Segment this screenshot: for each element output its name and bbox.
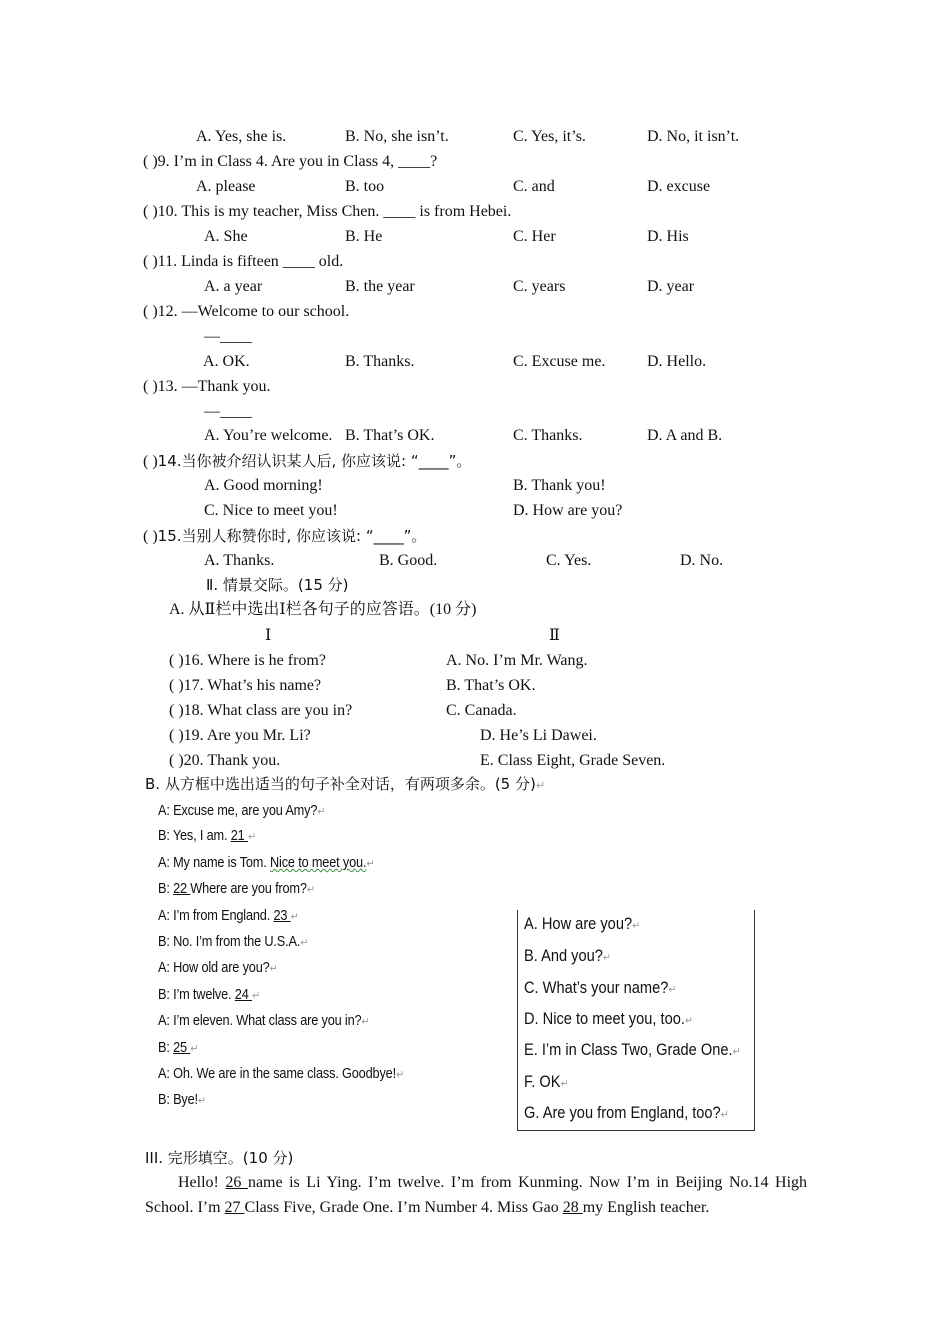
dialog-line-7 xyxy=(158,958,278,979)
return-mark-icon: ↵ xyxy=(247,831,256,843)
box-option-c xyxy=(524,978,676,998)
q11-option-c: C. years xyxy=(513,278,566,295)
q11-text: 11. Linda is fifteen ____ old. xyxy=(157,253,344,270)
match-question-18: ( )18. What class are you in? xyxy=(169,702,353,719)
q11-option-b: B. the year xyxy=(345,278,415,295)
dialog-line-11 xyxy=(158,1064,404,1085)
return-mark-icon: ↵ xyxy=(720,1109,729,1121)
dialog-text: Where are you from? xyxy=(190,881,307,897)
q12-text: 12. —Welcome to our school. xyxy=(157,303,350,320)
q11-option-d: D. year xyxy=(647,278,695,295)
q15-option-a: A. Thanks. xyxy=(204,552,275,569)
answer-paren: ( ) xyxy=(143,378,158,395)
q10-stem xyxy=(143,202,511,222)
q13-option-a: A. You’re welcome. xyxy=(204,427,333,444)
blank-25: 25 xyxy=(173,1040,191,1056)
blank-24: 24 xyxy=(234,987,252,1003)
box-option-d xyxy=(524,1009,693,1029)
return-mark-icon: ↵ xyxy=(306,884,315,896)
dialog-text: B: I’m twelve. xyxy=(158,987,235,1003)
match-answer-b: B. That’s OK. xyxy=(446,677,536,694)
box-option-a xyxy=(524,914,640,934)
box-option-text: G. Are you from England, too? xyxy=(524,1103,721,1122)
q14-option-b: B. Thank you! xyxy=(513,477,606,494)
q13-text: 13. —Thank you. xyxy=(157,378,271,395)
dialog-text: B: xyxy=(158,881,174,897)
answer-paren: ( ) xyxy=(143,303,158,320)
blank-22: 22 xyxy=(173,881,191,897)
q14-text: 14.当你被介绍认识某人后, 你应该说: “____”。 xyxy=(157,452,472,470)
return-mark-icon: ↵ xyxy=(668,984,677,996)
return-mark-icon: ↵ xyxy=(197,1095,206,1107)
q15-stem xyxy=(143,526,426,547)
dialog-text: B: xyxy=(158,1040,174,1056)
dialog-line-2 xyxy=(158,826,256,847)
box-option-text: E. I’m in Class Two, Grade One. xyxy=(524,1040,733,1059)
dialog-line-3 xyxy=(158,853,374,874)
box-option-f xyxy=(524,1072,568,1092)
q11-option-a: A. a year xyxy=(204,278,263,295)
q13-option-b: B. That’s OK. xyxy=(345,427,435,444)
part-b-text: B. 从方框中选出适当的句子补全对话，有两项多余。(5 分) xyxy=(145,775,536,793)
box-option-e xyxy=(524,1040,740,1060)
return-mark-icon: ↵ xyxy=(560,1078,569,1090)
section3-heading: III. 完形填空。(10 分) xyxy=(145,1149,294,1167)
dialog-text: A: My name is Tom. xyxy=(158,855,271,871)
dialog-text: A: I’m eleven. What class are you in? xyxy=(158,1013,362,1029)
q15-option-c: C. Yes. xyxy=(546,552,592,569)
blank-28: 28 xyxy=(562,1199,583,1216)
dialog-text: A: Oh. We are in the same class. Goodbye! xyxy=(158,1066,396,1082)
passage-text: my English teacher. xyxy=(582,1199,710,1216)
q9-text: 9. I’m in Class 4. Are you in Class 4, ____? xyxy=(157,153,438,170)
q9-option-c: C. and xyxy=(513,178,555,195)
q14-stem xyxy=(143,451,471,472)
return-mark-icon: ↵ xyxy=(366,858,375,870)
dialog-line-1 xyxy=(158,801,325,822)
return-mark-icon: ↵ xyxy=(684,1015,693,1027)
return-mark-icon: ↵ xyxy=(317,806,326,818)
q11-stem xyxy=(143,252,343,272)
q15-option-d: D. No. xyxy=(680,552,724,569)
cloze-passage xyxy=(145,1170,807,1220)
q13-reply: —____ xyxy=(204,403,252,420)
q13-stem xyxy=(143,377,271,397)
blank-23: 23 xyxy=(273,908,291,924)
section2-heading: Ⅱ. 情景交际。(15 分) xyxy=(206,576,349,594)
return-mark-icon: ↵ xyxy=(602,952,611,964)
match-question-17: ( )17. What’s his name? xyxy=(169,677,322,694)
q8-option-b: B. No, she isn’t. xyxy=(345,128,449,145)
q8-option-d: D. No, it isn’t. xyxy=(647,128,740,145)
section2-part-a-instruction: A. 从Ⅱ栏中选出Ⅰ栏各句子的应答语。(10 分) xyxy=(169,601,477,618)
section2-part-b-instruction xyxy=(145,774,545,796)
passage-text: Hello! xyxy=(178,1174,226,1191)
blank-27: 27 xyxy=(224,1199,245,1216)
answer-paren: ( ) xyxy=(143,153,158,170)
box-option-b xyxy=(524,946,611,966)
box-option-text: C. What’s your name? xyxy=(524,978,669,997)
dialog-text: A: I’m from England. xyxy=(158,908,274,924)
q10-option-b: B. He xyxy=(345,228,383,245)
dialog-line-4 xyxy=(158,879,315,900)
return-mark-icon: ↵ xyxy=(535,779,546,792)
blank-26: 26 xyxy=(225,1174,248,1191)
box-option-text: F. OK xyxy=(524,1072,561,1091)
return-mark-icon: ↵ xyxy=(395,1069,404,1081)
return-mark-icon: ↵ xyxy=(361,1016,370,1028)
q15-text: 15.当别人称赞你时, 你应该说: “____”。 xyxy=(157,527,427,545)
dialog-line-10 xyxy=(158,1038,198,1059)
q9-option-b: B. too xyxy=(345,178,385,195)
q10-option-d: D. His xyxy=(647,228,689,245)
match-question-20: ( )20. Thank you. xyxy=(169,752,281,769)
dialog-text: B: Yes, I am. xyxy=(158,828,231,844)
box-option-g xyxy=(524,1103,729,1123)
return-mark-icon: ↵ xyxy=(732,1046,741,1058)
return-mark-icon: ↵ xyxy=(290,911,299,923)
dialog-text: A: Excuse me, are you Amy? xyxy=(158,803,318,819)
answer-paren: ( ) xyxy=(143,453,158,470)
dialog-line-6 xyxy=(158,932,308,953)
q14-option-c: C. Nice to meet you! xyxy=(204,502,338,519)
dialog-line-8 xyxy=(158,985,260,1006)
return-mark-icon: ↵ xyxy=(632,920,641,932)
answer-paren: ( ) xyxy=(143,253,158,270)
q14-option-a: A. Good morning! xyxy=(204,477,323,494)
dialog-line-12 xyxy=(158,1090,206,1111)
q12-option-c: C. Excuse me. xyxy=(513,353,606,370)
return-mark-icon: ↵ xyxy=(269,963,278,975)
q9-stem xyxy=(143,152,437,172)
return-mark-icon: ↵ xyxy=(251,990,260,1002)
q12-option-a: A. OK. xyxy=(203,353,250,370)
blank-21: 21 xyxy=(230,828,248,844)
q12-option-b: B. Thanks. xyxy=(345,353,415,370)
passage-text: name is Li Ying. I’m twelve. I’m from Kunming. Now I’m in Beijing No.14 High School. I’m xyxy=(145,1174,808,1216)
match-answer-c: C. Canada. xyxy=(446,702,517,719)
box-option-text: B. And you? xyxy=(524,946,603,965)
dialog-text: A: How old are you? xyxy=(158,960,270,976)
dialog-line-9 xyxy=(158,1011,369,1032)
box-option-text: A. How are you? xyxy=(524,914,633,933)
q12-option-d: D. Hello. xyxy=(647,353,707,370)
match-question-19: ( )19. Are you Mr. Li? xyxy=(169,727,311,744)
box-option-text: D. Nice to meet you, too. xyxy=(524,1009,685,1028)
q12-stem xyxy=(143,302,349,322)
q14-option-d: D. How are you? xyxy=(513,502,623,519)
q10-option-c: C. Her xyxy=(513,228,556,245)
q8-option-c: C. Yes, it’s. xyxy=(513,128,586,145)
passage-text: Class Five, Grade One. I’m Number 4. Miss Gao xyxy=(244,1199,563,1216)
options-box xyxy=(517,910,755,1131)
column-1-header: Ⅰ xyxy=(265,627,272,644)
dialog-line-5 xyxy=(158,906,299,927)
dialog-text: B: Bye! xyxy=(158,1092,198,1108)
q9-option-d: D. excuse xyxy=(647,178,711,195)
dialog-text: Nice to meet you. xyxy=(270,855,367,871)
q10-text: 10. This is my teacher, Miss Chen. ____ is from Hebei. xyxy=(157,203,512,220)
q13-option-c: C. Thanks. xyxy=(513,427,583,444)
answer-paren: ( ) xyxy=(143,528,158,545)
column-2-header: Ⅱ xyxy=(549,627,560,644)
match-question-16: ( )16. Where is he from? xyxy=(169,652,326,669)
return-mark-icon: ↵ xyxy=(300,937,309,949)
q8-option-a: A. Yes, she is. xyxy=(196,128,287,145)
q15-option-b: B. Good. xyxy=(379,552,438,569)
return-mark-icon: ↵ xyxy=(190,1043,199,1055)
answer-paren: ( ) xyxy=(143,203,158,220)
q13-option-d: D. A and B. xyxy=(647,427,723,444)
match-answer-d: D. He’s Li Dawei. xyxy=(480,727,597,744)
match-answer-a: A. No. I’m Mr. Wang. xyxy=(446,652,588,669)
q12-reply: —____ xyxy=(204,328,252,345)
q9-option-a: A. please xyxy=(196,178,256,195)
match-answer-e: E. Class Eight, Grade Seven. xyxy=(480,752,666,769)
q10-option-a: A. She xyxy=(204,228,248,245)
dialog-text: B: No. I’m from the U.S.A. xyxy=(158,934,301,950)
